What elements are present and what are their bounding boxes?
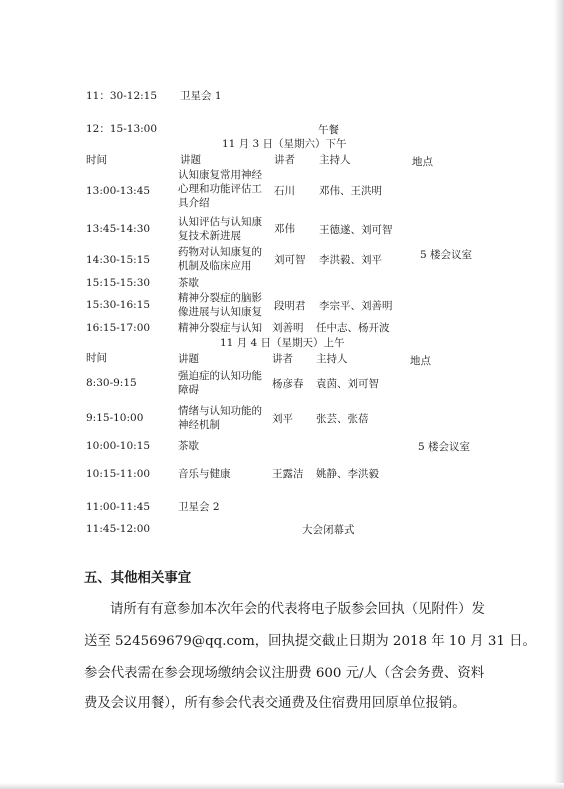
table-row-topic: 精神分裂症的脑影像进展与认知康复 (178, 292, 262, 318)
day2-header-time: 时间 (86, 352, 107, 364)
table-row-speaker: 刘平 (272, 413, 293, 425)
table-row-topic: 情绪与认知功能的神经机制 (178, 405, 262, 431)
day2-header-speaker: 讲者 (272, 353, 293, 365)
day1-header-place: 地点 (412, 156, 433, 168)
table-row-time: 10:15-11:00 (86, 468, 151, 480)
section-title: 五、其他相关事宜 (84, 570, 192, 586)
table-row-host: 李宗平、刘善明 (319, 300, 393, 312)
table-row-topic: 认知康复常用神经心理和功能评估工具介绍 (178, 169, 262, 209)
table-row-host: 袁茵、刘可智 (316, 378, 379, 390)
table-row-topic: 茶歇 (178, 440, 199, 452)
table-row-topic: 精神分裂症与认知 (178, 322, 262, 334)
day1-header-host: 主持人 (319, 154, 351, 166)
table-row-host: 邓伟、王洪明 (319, 185, 382, 197)
table-row-time: 11:00-11:45 (86, 501, 151, 513)
table-row-speaker: 邓伟 (274, 223, 295, 235)
day1-header-topic: 讲题 (180, 154, 201, 166)
day2-header-host: 主持人 (316, 353, 348, 365)
page-shadow-right (554, 0, 564, 789)
table-row-speaker: 刘可智 (274, 254, 306, 266)
table-row-time: 11:45-12:00 (86, 523, 151, 535)
table-row-time: 10:00-10:15 (86, 440, 151, 452)
table-row-time: 8:30-9:15 (86, 377, 137, 389)
table-row-time: 9:15-10:00 (86, 412, 144, 424)
table-row-topic: 强迫症的认知功能障碍 (178, 370, 262, 396)
table-row-speaker: 段明君 (274, 300, 306, 312)
table-row-host: 姚静、李洪毅 (316, 468, 379, 480)
table-row-topic: 大会闭幕式 (302, 524, 355, 536)
table-row-speaker: 王露洁 (272, 468, 304, 480)
day1-heading: 11 月 3 日（星期六）下午 (222, 138, 347, 150)
table-row-topic: 药物对认知康复的机制及临床应用 (178, 246, 262, 272)
table-row-time: 13:45-14:30 (86, 223, 151, 235)
body-line: 请所有有意参加本次年会的代表将电子版参会回执（见附件）发 (110, 602, 485, 617)
table-row-time: 14:30-15:15 (86, 254, 151, 266)
table-row-time: 15:30-16:15 (86, 299, 151, 311)
lunch-time: 12：15-13:00 (86, 123, 158, 135)
table-row-time: 13:00-13:45 (86, 185, 151, 197)
table-row-topic: 音乐与健康 (178, 468, 231, 480)
body-line: 费及会议用餐），所有参会代表交通费及住宿费用回原单位报销。 (84, 696, 466, 711)
day1-header-time: 时间 (86, 154, 107, 166)
page-shadow-bottom (0, 783, 564, 789)
table-row-host: 李洪毅、刘平 (319, 254, 382, 266)
table-row-topic: 茶歇 (178, 277, 199, 289)
body-line: 参会代表需在参会现场缴纳会议注册费 600 元/人（含会务费、资料 (84, 666, 485, 681)
day2-heading: 11 月 4 日（星期天）上午 (220, 337, 345, 349)
table-row-time: 16:15-17:00 (86, 322, 151, 334)
satellite-1-label: 卫星会 1 (180, 90, 222, 102)
table-row-speaker: 石川 (274, 185, 295, 197)
table-row-topic: 认知评估与认知康复技术新进展 (178, 216, 262, 242)
table-row-topic: 卫星会 2 (178, 501, 220, 513)
table-row-time: 15:15-15:30 (86, 277, 151, 289)
table-row-speaker: 刘善明 (272, 322, 304, 334)
lunch-label: 午餐 (318, 124, 339, 136)
day2-header-place: 地点 (410, 355, 431, 367)
satellite-1-time: 11：30-12:15 (86, 90, 158, 102)
day1-header-speaker: 讲者 (274, 154, 295, 166)
day2-header-topic: 讲题 (178, 353, 199, 365)
table-row-host: 王德遂、刘可智 (319, 224, 393, 236)
day1-place: 5 楼会议室 (420, 249, 473, 261)
table-row-host: 任中志、杨开波 (316, 322, 390, 334)
table-row-speaker: 杨彦春 (272, 378, 304, 390)
day2-place: 5 楼会议室 (418, 441, 471, 453)
body-line: 送至 524569679@qq.com，回执提交截止日期为 2018 年 10 月 31 日。 (84, 634, 536, 649)
table-row-host: 张芸、张蓓 (316, 413, 369, 425)
